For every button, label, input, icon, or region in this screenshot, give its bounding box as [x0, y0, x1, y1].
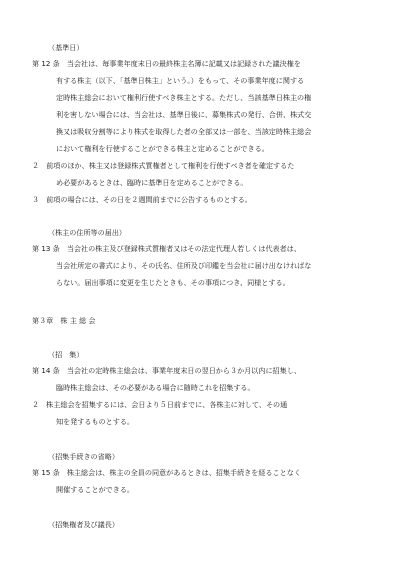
section-heading: （招 集）	[48, 350, 84, 359]
article-line: 臨時株主総会は、その必要がある場合に随時これを招集する。	[56, 383, 255, 392]
article-line: らない。届出事項に変更を生じたときも、その事項につき、同様とする。	[56, 278, 290, 287]
paragraph-line: ２ 前項のほか、株主又は登録株式質権者として権利を行使すべき者を確定するた	[32, 161, 295, 170]
article-line: 第 13 条 当会社の株主及び登録株式質権者又はその法定代理人若しくは代表者は、	[32, 244, 301, 253]
section-heading: （株主の住所等の届出）	[48, 228, 127, 237]
article-line: 第 15 条 株主総会は、株主の全員の同意があるときは、招集手続きを経ることなく	[32, 468, 301, 477]
article-line: 有する株主（以下、「基準日株主」という。）をもって、その事業年度に関する	[56, 76, 305, 85]
paragraph-line: 知を発するものとする。	[56, 417, 135, 426]
section-heading: （招集権者及び議長）	[48, 520, 119, 529]
paragraph-line: ２ 株主総会を招集するには、会日より５日前までに、各株主に対して、その通	[32, 400, 288, 409]
article-line: 第 12 条 当会社は、毎事業年度末日の最終株主名簿に記載又は記録された議決権を	[32, 59, 301, 68]
article-line: 当会社所定の書式により、その氏名、住所及び印鑑を当会社に届け出なければな	[56, 261, 312, 270]
article-line: 換又は吸収分割等により株式を取得した者の全部又は一部を、当該定時株主総会	[56, 127, 312, 136]
paragraph-line: め必要があるときは、臨時に基準日を定めることができる。	[56, 178, 248, 187]
section-heading: （招集手続きの省略）	[48, 452, 119, 461]
paragraph-line: ３ 前項の場合には、その日を２週間前までに公告するものとする。	[32, 195, 252, 204]
article-line: 定時株主総会において権利行使すべき株主とする。ただし、当該基準日株主の権	[56, 93, 312, 102]
article-line: において権利を行使することができる株主と定めることができる。	[56, 144, 269, 153]
article-line: 開催することができる。	[56, 485, 135, 494]
article-line: 利を害しない場合には、当会社は、基準日後に、募集株式の発行、合併、株式交	[56, 110, 312, 119]
chapter-title: 第３章 株 主 総 会	[32, 316, 96, 325]
section-heading: （基準日）	[48, 43, 84, 52]
article-line: 第 14 条 当会社の定時株主総会は、事業年度末日の翌日から３か月以内に招集し、	[32, 366, 301, 375]
